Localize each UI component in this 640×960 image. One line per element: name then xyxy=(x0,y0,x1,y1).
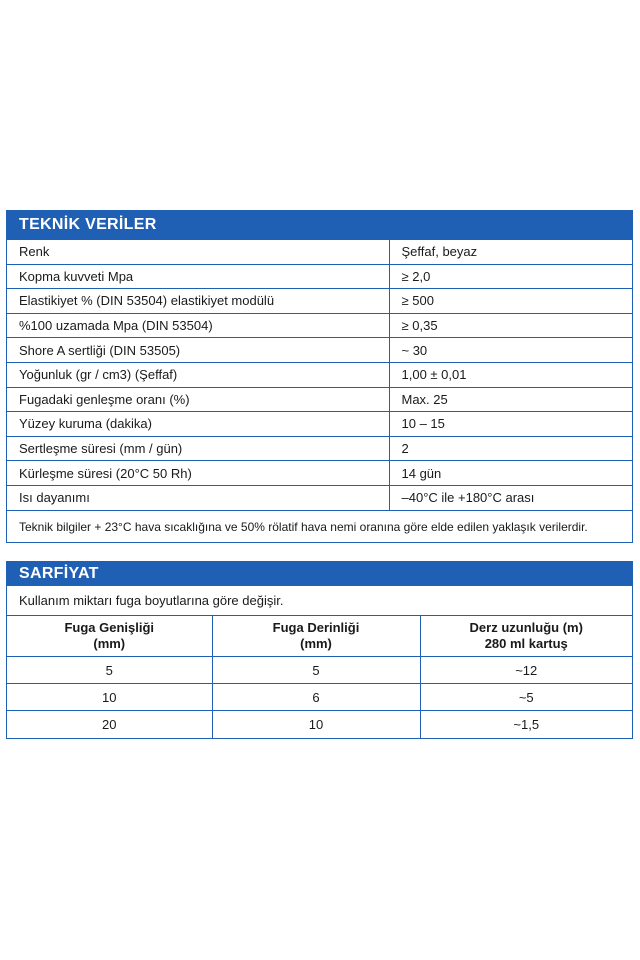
header-fuga-depth: Fuga Derinliği (mm) xyxy=(212,616,420,657)
technical-row-value: ≥ 500 xyxy=(389,289,632,314)
consumption-table xyxy=(7,615,632,738)
technical-row-value: 14 gün xyxy=(389,461,632,486)
technical-row-label: Yüzey kuruma (dakika) xyxy=(7,412,389,437)
technical-row-label: Shore A sertliği (DIN 53505) xyxy=(7,338,389,363)
technical-row-value: Max. 25 xyxy=(389,387,632,412)
consumption-header-row xyxy=(7,616,632,657)
technical-row-label: Kürleşme süresi (20°C 50 Rh) xyxy=(7,461,389,486)
technical-row xyxy=(7,387,632,412)
technical-row xyxy=(7,338,632,363)
consumption-section xyxy=(6,561,633,739)
technical-row-value: ~ 30 xyxy=(389,338,632,363)
technical-row-label: Sertleşme süresi (mm / gün) xyxy=(7,436,389,461)
consumption-cell: ~12 xyxy=(420,657,632,684)
technical-row xyxy=(7,264,632,289)
technical-row xyxy=(7,362,632,387)
consumption-row xyxy=(7,657,632,684)
consumption-cell: 10 xyxy=(212,711,420,738)
header-joint-length: Derz uzunluğu (m) 280 ml kartuş xyxy=(420,616,632,657)
technical-row-label: Kopma kuvveti Mpa xyxy=(7,264,389,289)
technical-row xyxy=(7,461,632,486)
technical-data-note: Teknik bilgiler + 23°C hava sıcaklığına ve 50% rölatif hava nemi oranına göre elde edilen yaklaşık verilerdir. xyxy=(7,510,632,542)
technical-row xyxy=(7,485,632,510)
technical-data-table xyxy=(7,239,632,510)
technical-data-title: TEKNİK VERİLER xyxy=(7,211,632,239)
technical-row-value: 10 – 15 xyxy=(389,412,632,437)
technical-row-label: Fugadaki genleşme oranı (%) xyxy=(7,387,389,412)
technical-row-value: 2 xyxy=(389,436,632,461)
technical-row-value: 1,00 ± 0,01 xyxy=(389,362,632,387)
consumption-intro: Kullanım miktarı fuga boyutlarına göre değişir. xyxy=(19,593,284,608)
technical-row-value: Şeffaf, beyaz xyxy=(389,240,632,265)
consumption-cell: 6 xyxy=(212,684,420,711)
technical-row-label: Renk xyxy=(7,240,389,265)
technical-row xyxy=(7,289,632,314)
technical-data-section xyxy=(6,210,633,543)
technical-row-value: ≥ 0,35 xyxy=(389,313,632,338)
technical-row xyxy=(7,313,632,338)
consumption-cell: ~5 xyxy=(420,684,632,711)
technical-row-value: –40°C ile +180°C arası xyxy=(389,485,632,510)
consumption-cell: 20 xyxy=(7,711,212,738)
technical-row-label: Isı dayanımı xyxy=(7,485,389,510)
technical-row xyxy=(7,412,632,437)
consumption-cell: 5 xyxy=(212,657,420,684)
technical-row xyxy=(7,240,632,265)
consumption-cell: ~1,5 xyxy=(420,711,632,738)
consumption-cell: 5 xyxy=(7,657,212,684)
technical-row-label: Yoğunluk (gr / cm3) (Şeffaf) xyxy=(7,362,389,387)
consumption-cell: 10 xyxy=(7,684,212,711)
consumption-title: SARFİYAT xyxy=(7,562,632,586)
consumption-row xyxy=(7,684,632,711)
header-fuga-width: Fuga Genişliği (mm) xyxy=(7,616,212,657)
technical-row-value: ≥ 2,0 xyxy=(389,264,632,289)
technical-row-label: %100 uzamada Mpa (DIN 53504) xyxy=(7,313,389,338)
technical-row-label: Elastikiyet % (DIN 53504) elastikiyet modülü xyxy=(7,289,389,314)
technical-row xyxy=(7,436,632,461)
consumption-row xyxy=(7,711,632,738)
